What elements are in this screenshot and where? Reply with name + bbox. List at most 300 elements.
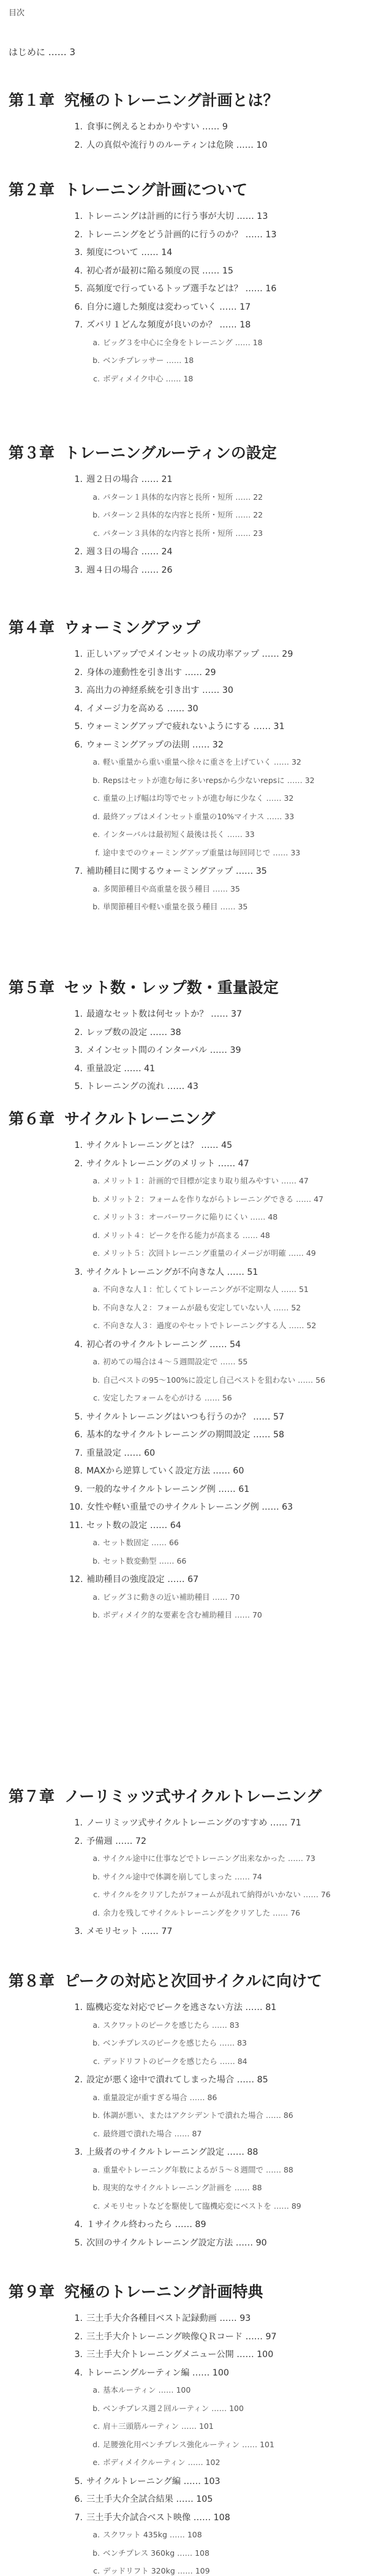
entry-number: b. [92,2038,100,2047]
chapter-heading[interactable] [9,976,279,998]
entry-number: 1. [74,1818,83,1828]
entry-number: b. [92,356,100,365]
entry-text: メモリセット …… 77 [86,1927,173,1936]
toc-section-entry[interactable] [69,1500,293,1513]
entry-number: a. [92,492,100,502]
entry-number: a. [92,1357,100,1366]
toc-subsection-entry[interactable] [90,2384,190,2395]
chapter-heading[interactable] [9,2280,263,2302]
chapter-heading[interactable] [9,88,279,110]
entry-number: 6. [74,740,83,750]
toc-section-entry[interactable] [69,210,268,222]
toc-subsection-entry[interactable] [90,2402,244,2414]
entry-number: 4. [74,704,83,714]
toc-subsection-entry[interactable] [90,2547,209,2558]
toc-section-entry[interactable] [69,2146,258,2158]
toc-section-entry[interactable] [69,720,285,732]
entry-number: a. [92,1854,100,1863]
entry-number: a. [92,2385,100,2394]
chapter-label: 第３章 [9,444,55,462]
toc-section-entry[interactable] [69,1519,181,1531]
entry-text: 重量設定 …… 41 [86,1064,156,1074]
toc-subsection-entry[interactable] [90,1247,316,1258]
toc-section-entry[interactable] [69,1816,301,1829]
entry-number: 4. [74,266,83,276]
entry-number: 9. [74,1485,83,1494]
toc-subsection-entry[interactable] [90,1591,239,1602]
toc-section-entry[interactable] [69,1266,258,1278]
toc-subsection-entry[interactable] [90,2019,239,2030]
entry-text: 三土手大介全試合結果 …… 105 [86,2494,213,2504]
toc-section-entry[interactable] [69,2236,267,2249]
entry-text: ノーリミッツ式サイクルトレーニングのすすめ …… 71 [86,1818,301,1828]
toc-section-entry[interactable] [69,2348,273,2360]
entry-text: 最終アップはメインセット重量の10%マイナス …… 33 [103,812,295,821]
toc-subsection-entry[interactable] [90,1320,316,1331]
chapter-title: サイクルトレーニング [64,1110,216,1128]
chapter-title: ピークの対応と次回サイクルに向けて [64,1972,323,1990]
toc-subsection-entry[interactable] [90,1356,247,1367]
entry-text: サイクルトレーニングはいつも行うのか？ …… 57 [86,1412,285,1422]
entry-number: 4. [74,2220,83,2230]
toc-subsection-entry[interactable] [90,1392,232,1403]
toc-section-entry[interactable] [69,1157,249,1169]
entry-text: サイクルトレーニングのメリット …… 47 [86,1159,249,1169]
toc-subsection-entry[interactable] [90,2109,293,2120]
entry-number: c. [93,374,100,383]
toc-subsection-entry[interactable] [90,2529,202,2540]
entry-text: 自己ベストの95〜100%に設定し自己ベストを狙わない …… 56 [103,1375,325,1385]
toc-section-entry[interactable] [69,1139,232,1151]
entry-text: 週３日の場合 …… 24 [86,547,173,557]
entry-text: デッドリフト 320kg …… 109 [103,2566,210,2575]
toc-section-entry[interactable] [69,684,233,696]
toc-section-entry[interactable] [69,2312,251,2324]
entry-text: ベンチプレス 360kg …… 108 [103,2548,209,2558]
toc-section-entry[interactable] [69,2330,277,2342]
toc-section-entry[interactable] [69,228,277,240]
entry-text: 体調が悪い、またはアクシデントで潰れた場合 …… 86 [103,2111,293,2120]
entry-number: 2. [74,668,83,678]
entry-text: メリット１：計画的で目標が定まり取り組みやすい …… 47 [103,1176,309,1185]
toc-section-entry[interactable] [69,1483,249,1495]
toc-section-entry[interactable] [69,1026,181,1038]
toc-section-entry[interactable] [69,1062,155,1074]
toc-subsection-entry[interactable] [90,883,240,894]
toc-intro-entry[interactable]: はじめに …… 3 [9,47,76,58]
entry-number: 3. [74,1045,83,1055]
toc-subsection-entry[interactable] [90,2565,210,2576]
chapter-label: 第１章 [9,91,55,109]
page-title: 目次 [9,9,25,18]
entry-number: a. [92,757,100,766]
entry-text: 現実的なサイクルトレーニング計画を …… 88 [103,2183,262,2192]
toc-section-entry[interactable] [69,318,251,331]
toc-subsection-entry[interactable] [90,1609,262,1620]
toc-subsection-entry[interactable] [90,847,300,858]
toc-subsection-entry[interactable] [90,1555,186,1566]
entry-number: c. [93,793,100,803]
toc-subsection-entry[interactable] [90,1871,262,1882]
entry-text: インターバルは最初短く最後は長く …… 33 [103,830,255,839]
toc-section-entry[interactable] [69,564,173,576]
entry-number: 5. [74,1082,83,1091]
entry-text: 不向きな人３：過度のやセットでトレーニングする人 …… 52 [103,1321,317,1330]
entry-number: 5. [74,722,83,732]
entry-text: 最終週で潰れた場合 …… 87 [103,2129,202,2138]
toc-subsection-entry[interactable] [90,2200,301,2211]
chapter-title: 究極のトレーニング計画特典 [64,2283,263,2301]
entry-text: サイクルトレーニングとは？ …… 45 [86,1141,233,1150]
entry-number: e. [92,2458,100,2467]
toc-section-entry[interactable] [69,1573,198,1585]
entry-text: 次回のサイクルトレーニング設定方法 …… 90 [86,2238,267,2248]
toc-subsection-entry[interactable] [90,1852,315,1863]
entry-text: 臨機応変な対応でピークを逃さない方法 …… 81 [86,2003,277,2012]
toc-subsection-entry[interactable] [90,792,293,803]
entry-number: 5. [74,1412,83,1422]
chapter-heading[interactable] [9,616,200,638]
entry-text: レップ数の設定 …… 38 [86,1028,181,1038]
entry-text: ベンチプレス週２回ルーティン …… 100 [103,2404,244,2413]
entry-number: 5. [74,2238,83,2248]
entry-number: 4. [74,1064,83,1074]
toc-subsection-entry[interactable] [90,2420,214,2431]
entry-text: 軽い重量から重い重量へ徐々に重さを上げていく …… 32 [103,757,301,766]
entry-text: パターン１具体的な内容と長所・短所 …… 22 [103,492,263,502]
entry-number: b. [92,2548,100,2558]
entry-number: 7. [74,1448,83,1458]
entry-text: 設定が悪く途中で潰れてしまった場合 …… 85 [86,2075,268,2085]
entry-text: 基本ルーティン …… 100 [103,2385,191,2394]
entry-number: 1. [74,475,83,484]
chapter-label: 第２章 [9,181,55,199]
toc-section-entry[interactable] [69,1835,146,1847]
entry-number: c. [93,529,100,538]
toc-section-entry[interactable] [69,2493,213,2505]
entry-number: 3. [74,1927,83,1936]
entry-number: a. [92,1538,100,1547]
chapter-heading[interactable] [9,178,247,200]
entry-text: 三土手大介トレーニング映像ＱＲコード …… 97 [86,2332,277,2342]
entry-number: 10. [69,1502,83,1512]
entry-text: トレーニングルーティン編 …… 100 [86,2368,229,2378]
toc-subsection-entry[interactable] [90,2055,247,2066]
entry-number: 1. [74,1141,83,1150]
entry-text: セット数の設定 …… 64 [86,1521,181,1531]
entry-number: 6. [74,302,83,312]
entry-text: パターン３具体的な内容と長所・短所 …… 23 [103,529,263,538]
entry-text: メモリセットなどを駆使して臨機応変にベストを …… 89 [103,2201,301,2211]
entry-text: 女性や軽い重量でのサイクルトレーニング例 …… 63 [86,1502,293,1512]
chapter-heading[interactable] [9,1107,216,1129]
toc-subsection-entry[interactable] [90,774,315,785]
entry-number: 3. [74,2350,83,2360]
toc-subsection-entry[interactable] [90,373,193,384]
entry-number: c. [93,1212,100,1221]
entry-text: 頻度について …… 14 [86,248,173,258]
entry-number: b. [92,776,100,785]
toc-subsection-entry[interactable] [90,1283,309,1294]
entry-number: 4. [74,2368,83,2378]
entry-number: 2. [74,2332,83,2342]
toc-section-entry[interactable] [69,473,173,485]
toc-subsection-entry[interactable] [90,2456,220,2467]
entry-text: デッドリフトのピークを感じたら …… 84 [103,2057,247,2066]
toc-subsection-entry[interactable] [90,901,247,912]
entry-text: 重量やトレーニング年数によるが５〜８週間で …… 88 [103,2165,293,2174]
entry-text: MAXから逆算していく設定方法 …… 60 [86,1466,244,1476]
entry-text: サイクルトレーニング編 …… 103 [86,2477,221,2486]
toc-subsection-entry[interactable] [90,828,255,839]
toc-subsection-entry[interactable] [90,1229,270,1240]
chapter-title: ノーリミッツ式サイクルトレーニング [64,1787,322,1805]
entry-text: ボディメイク的な要素を含む補助種目 …… 70 [103,1610,262,1619]
entry-number: 1. [74,122,83,132]
entry-number: 2. [74,547,83,557]
toc-section-entry[interactable] [69,1447,155,1459]
chapter-label: 第７章 [9,1787,55,1805]
entry-number: 3. [74,565,83,575]
entry-number: d. [92,1231,100,1240]
entry-number: 6. [74,2494,83,2504]
toc-section-entry[interactable] [69,865,267,877]
entry-text: 週２日の場合 …… 21 [86,475,173,484]
toc-section-entry[interactable] [69,246,172,258]
entry-text: サイクル途中で体調を崩してしまった …… 74 [103,1872,262,1881]
entry-number: 2. [74,1836,83,1846]
toc-section-entry[interactable] [69,1410,284,1423]
entry-text: 足腰強化用ベンチプレス強化ルーティン …… 101 [103,2440,274,2449]
entry-number: 5. [74,284,83,294]
entry-number: b. [92,2111,100,2120]
entry-number: c. [93,1393,100,1402]
entry-text: ビッグ３に動きの近い補助種目 …… 70 [103,1592,240,1602]
entry-number: b. [92,1872,100,1881]
chapter-heading[interactable] [9,441,277,463]
entry-text: 重量設定が重すぎる場合 …… 86 [103,2093,217,2102]
entry-number: 1. [74,2314,83,2323]
entry-text: １サイクル終わったら …… 89 [86,2220,206,2230]
chapter-heading[interactable] [9,1784,322,1806]
entry-text: 正しいアップでメインセットの成功率アップ …… 29 [86,649,293,659]
entry-text: 最適なセット数は何セットか？ …… 37 [86,1009,243,1019]
chapter-label: 第６章 [9,1110,55,1128]
entry-number: 3. [74,686,83,695]
entry-text: Repsはセットが進む毎に多いrepsから少ないrepsに …… 32 [103,776,315,785]
entry-number: 5. [74,2477,83,2486]
entry-number: d. [92,812,100,821]
entry-number: a. [92,2530,100,2539]
entry-number: b. [92,902,100,911]
entry-text: ベンチプレッサー …… 18 [103,356,194,365]
entry-text: トレーニングは計画的に行う事が大切 …… 13 [86,212,268,221]
entry-text: ズバリ１どんな頻度が良いのか？ …… 18 [86,320,251,330]
entry-number: c. [93,1321,100,1330]
toc-subsection-entry[interactable] [90,2182,262,2193]
entry-number: 6. [74,1430,83,1440]
toc-section-entry[interactable] [69,139,268,151]
entry-number: a. [92,2165,100,2174]
entry-text: メインセット間のインターバル …… 39 [86,1045,241,1055]
toc-section-entry[interactable] [69,2475,221,2487]
entry-number: 7. [74,320,83,330]
toc-section-entry[interactable] [69,2001,276,2013]
entry-text: スクワットのピークを感じたら …… 83 [103,2020,239,2030]
entry-text: 初めての場合は４〜５週間設定で …… 55 [103,1357,248,1366]
entry-number: 3. [74,248,83,258]
entry-number: 2. [74,140,83,150]
toc-section-entry[interactable] [69,264,233,277]
entry-text: 不向きな人１：忙しくてトレーニングが不定期な人 …… 51 [103,1285,309,1294]
toc-section-entry[interactable] [69,2218,206,2230]
entry-number: f. [95,848,100,857]
entry-text: セット数変動型 …… 66 [103,1556,187,1565]
entry-text: 予備週 …… 72 [86,1836,147,1846]
entry-text: 重量の上げ幅は均等でセットが進む毎に少なく …… 32 [103,793,294,803]
toc-section-entry[interactable] [69,300,251,313]
entry-text: 高出力の神経系統を引き出す …… 30 [86,686,233,695]
entry-text: 多関節種目や高重量を扱う種目 …… 35 [103,884,240,893]
entry-text: サイクル途中に仕事などでトレーニング出来なかった …… 73 [103,1854,315,1863]
toc-section-entry[interactable] [69,1044,241,1056]
entry-text: 初心者のサイクルトレーニング …… 54 [86,1340,241,1350]
entry-text: 人の真似や流行りのルーティンは危険 …… 10 [86,140,268,150]
toc-subsection-entry[interactable] [90,491,263,502]
entry-text: ビッグ３を中心に全身をトレーニング …… 18 [103,338,263,347]
entry-text: 重量設定 …… 60 [86,1448,156,1458]
toc-subsection-entry[interactable] [90,2164,293,2175]
chapter-heading[interactable] [9,1969,322,1991]
entry-number: 1. [74,1009,83,1019]
toc-section-entry[interactable] [69,2366,229,2379]
entry-number: a. [92,2093,100,2102]
entry-number: b. [92,2183,100,2192]
toc-subsection-entry[interactable] [90,1193,323,1204]
entry-text: イメージ力を高める …… 30 [86,704,198,714]
entry-number: c. [93,2566,100,2575]
chapter-label: 第９章 [9,2283,55,2301]
chapter-label: 第４章 [9,619,55,636]
entry-number: 3. [74,1267,83,1277]
entry-number: 1. [74,2003,83,2012]
toc-section-entry[interactable] [69,1007,242,1020]
entry-number: b. [92,510,100,519]
entry-text: 上級者のサイクルトレーニング設定 …… 88 [86,2147,258,2157]
toc-section-entry[interactable] [69,2073,268,2085]
toc-subsection-entry[interactable] [90,509,263,520]
entry-text: トレーニングの流れ …… 43 [86,1082,198,1091]
toc-subsection-entry[interactable] [90,1175,309,1186]
toc-subsection-entry[interactable] [90,811,294,822]
entry-number: c. [93,1890,100,1899]
entry-number: c. [93,2129,100,2138]
chapter-title: トレーニング計画について [64,181,248,199]
entry-text: サイクルトレーニングが不向きな人 …… 51 [86,1267,258,1277]
entry-number: a. [92,884,100,893]
toc-subsection-entry[interactable] [90,1907,300,1918]
entry-number: b. [92,2404,100,2413]
entry-number: 1. [74,649,83,659]
toc-subsection-entry[interactable] [90,354,194,365]
entry-text: ボディメイクルーティン …… 102 [103,2458,221,2467]
entry-text: サイクルをクリアしたがフォームが乱れて納得がいかない …… 76 [103,1890,331,1899]
entry-text: ベンチプレスのピークを感じたら …… 83 [103,2038,247,2047]
entry-number: 2. [74,230,83,240]
entry-number: 3. [74,2147,83,2157]
toc-section-entry[interactable] [69,666,216,678]
entry-number: 1. [74,212,83,221]
toc-section-entry[interactable] [69,1464,244,1477]
entry-number: c. [93,2057,100,2066]
toc-subsection-entry[interactable] [90,2128,202,2139]
toc-section-entry[interactable] [69,1338,241,1350]
entry-text: 三土手大介各種目ベスト記録動画 …… 93 [86,2314,251,2323]
toc-section-entry[interactable] [69,545,173,557]
entry-text: 不向きな人２：フォームが最も安定していない人 …… 52 [103,1303,301,1312]
toc-section-entry[interactable] [69,2511,230,2523]
entry-number: b. [92,1194,100,1204]
entry-text: 一般的なサイクルトレーニング例 …… 61 [86,1485,250,1494]
entry-number: 12. [69,1575,83,1584]
entry-text: ウォーミングアップの法則 …… 32 [86,740,224,750]
entry-text: ボディメイク中心 …… 18 [103,374,194,383]
entry-text: メリット５：次回トレーニング重量のイメージが明確 …… 49 [103,1248,316,1258]
entry-text: 基本的なサイクルトレーニングの期間設定 …… 58 [86,1430,285,1440]
entry-text: 単関節種目や軽い重量を扱う種目 …… 35 [103,902,248,911]
toc-section-entry[interactable] [69,702,198,714]
chapter-label: 第８章 [9,1972,55,1990]
toc-subsection-entry[interactable] [90,756,301,767]
entry-number: e. [92,1248,100,1258]
toc-section-entry[interactable] [69,738,224,751]
toc-section-entry[interactable] [69,282,276,294]
entry-number: a. [92,338,100,347]
entry-text: セット数固定 …… 66 [103,1538,179,1547]
entry-number: b. [92,1303,100,1312]
entry-number: e. [92,830,100,839]
toc-subsection-entry[interactable] [90,1302,301,1313]
toc-subsection-entry[interactable] [90,1374,325,1385]
chapter-label: 第５章 [9,979,55,996]
entry-number: a. [92,1176,100,1185]
entry-text: 補助種目に関するウォーミングアップ …… 35 [86,866,267,876]
toc-section-entry[interactable] [69,120,228,132]
entry-number: c. [93,2201,100,2211]
entry-text: ウォーミングアップで疲れないようにする …… 31 [86,722,285,732]
toc-subsection-entry[interactable] [90,2037,247,2048]
toc-subsection-entry[interactable] [90,337,263,348]
entry-number: 2. [74,1028,83,1038]
toc-section-entry[interactable] [69,1925,172,1937]
entry-number: b. [92,1375,100,1385]
toc-subsection-entry[interactable] [90,1889,331,1900]
entry-text: スクワット 435kg …… 108 [103,2530,202,2539]
chapter-title: ウォーミングアップ [64,619,200,636]
toc-subsection-entry[interactable] [90,2439,274,2450]
toc-section-entry[interactable] [69,1428,284,1440]
toc-section-entry[interactable] [69,1080,198,1092]
toc-subsection-entry[interactable] [90,1211,277,1222]
entry-number: b. [92,1556,100,1565]
entry-text: 三土手大介試合ベスト映像 …… 108 [86,2513,230,2523]
entry-text: メリット３：オーバーワークに陥りにくい …… 48 [103,1212,278,1221]
toc-subsection-entry[interactable] [90,527,263,538]
toc-subsection-entry[interactable] [90,1537,179,1548]
toc-subsection-entry[interactable] [90,2092,217,2103]
toc-section-entry[interactable] [69,648,293,660]
entry-number: 11. [69,1521,83,1531]
